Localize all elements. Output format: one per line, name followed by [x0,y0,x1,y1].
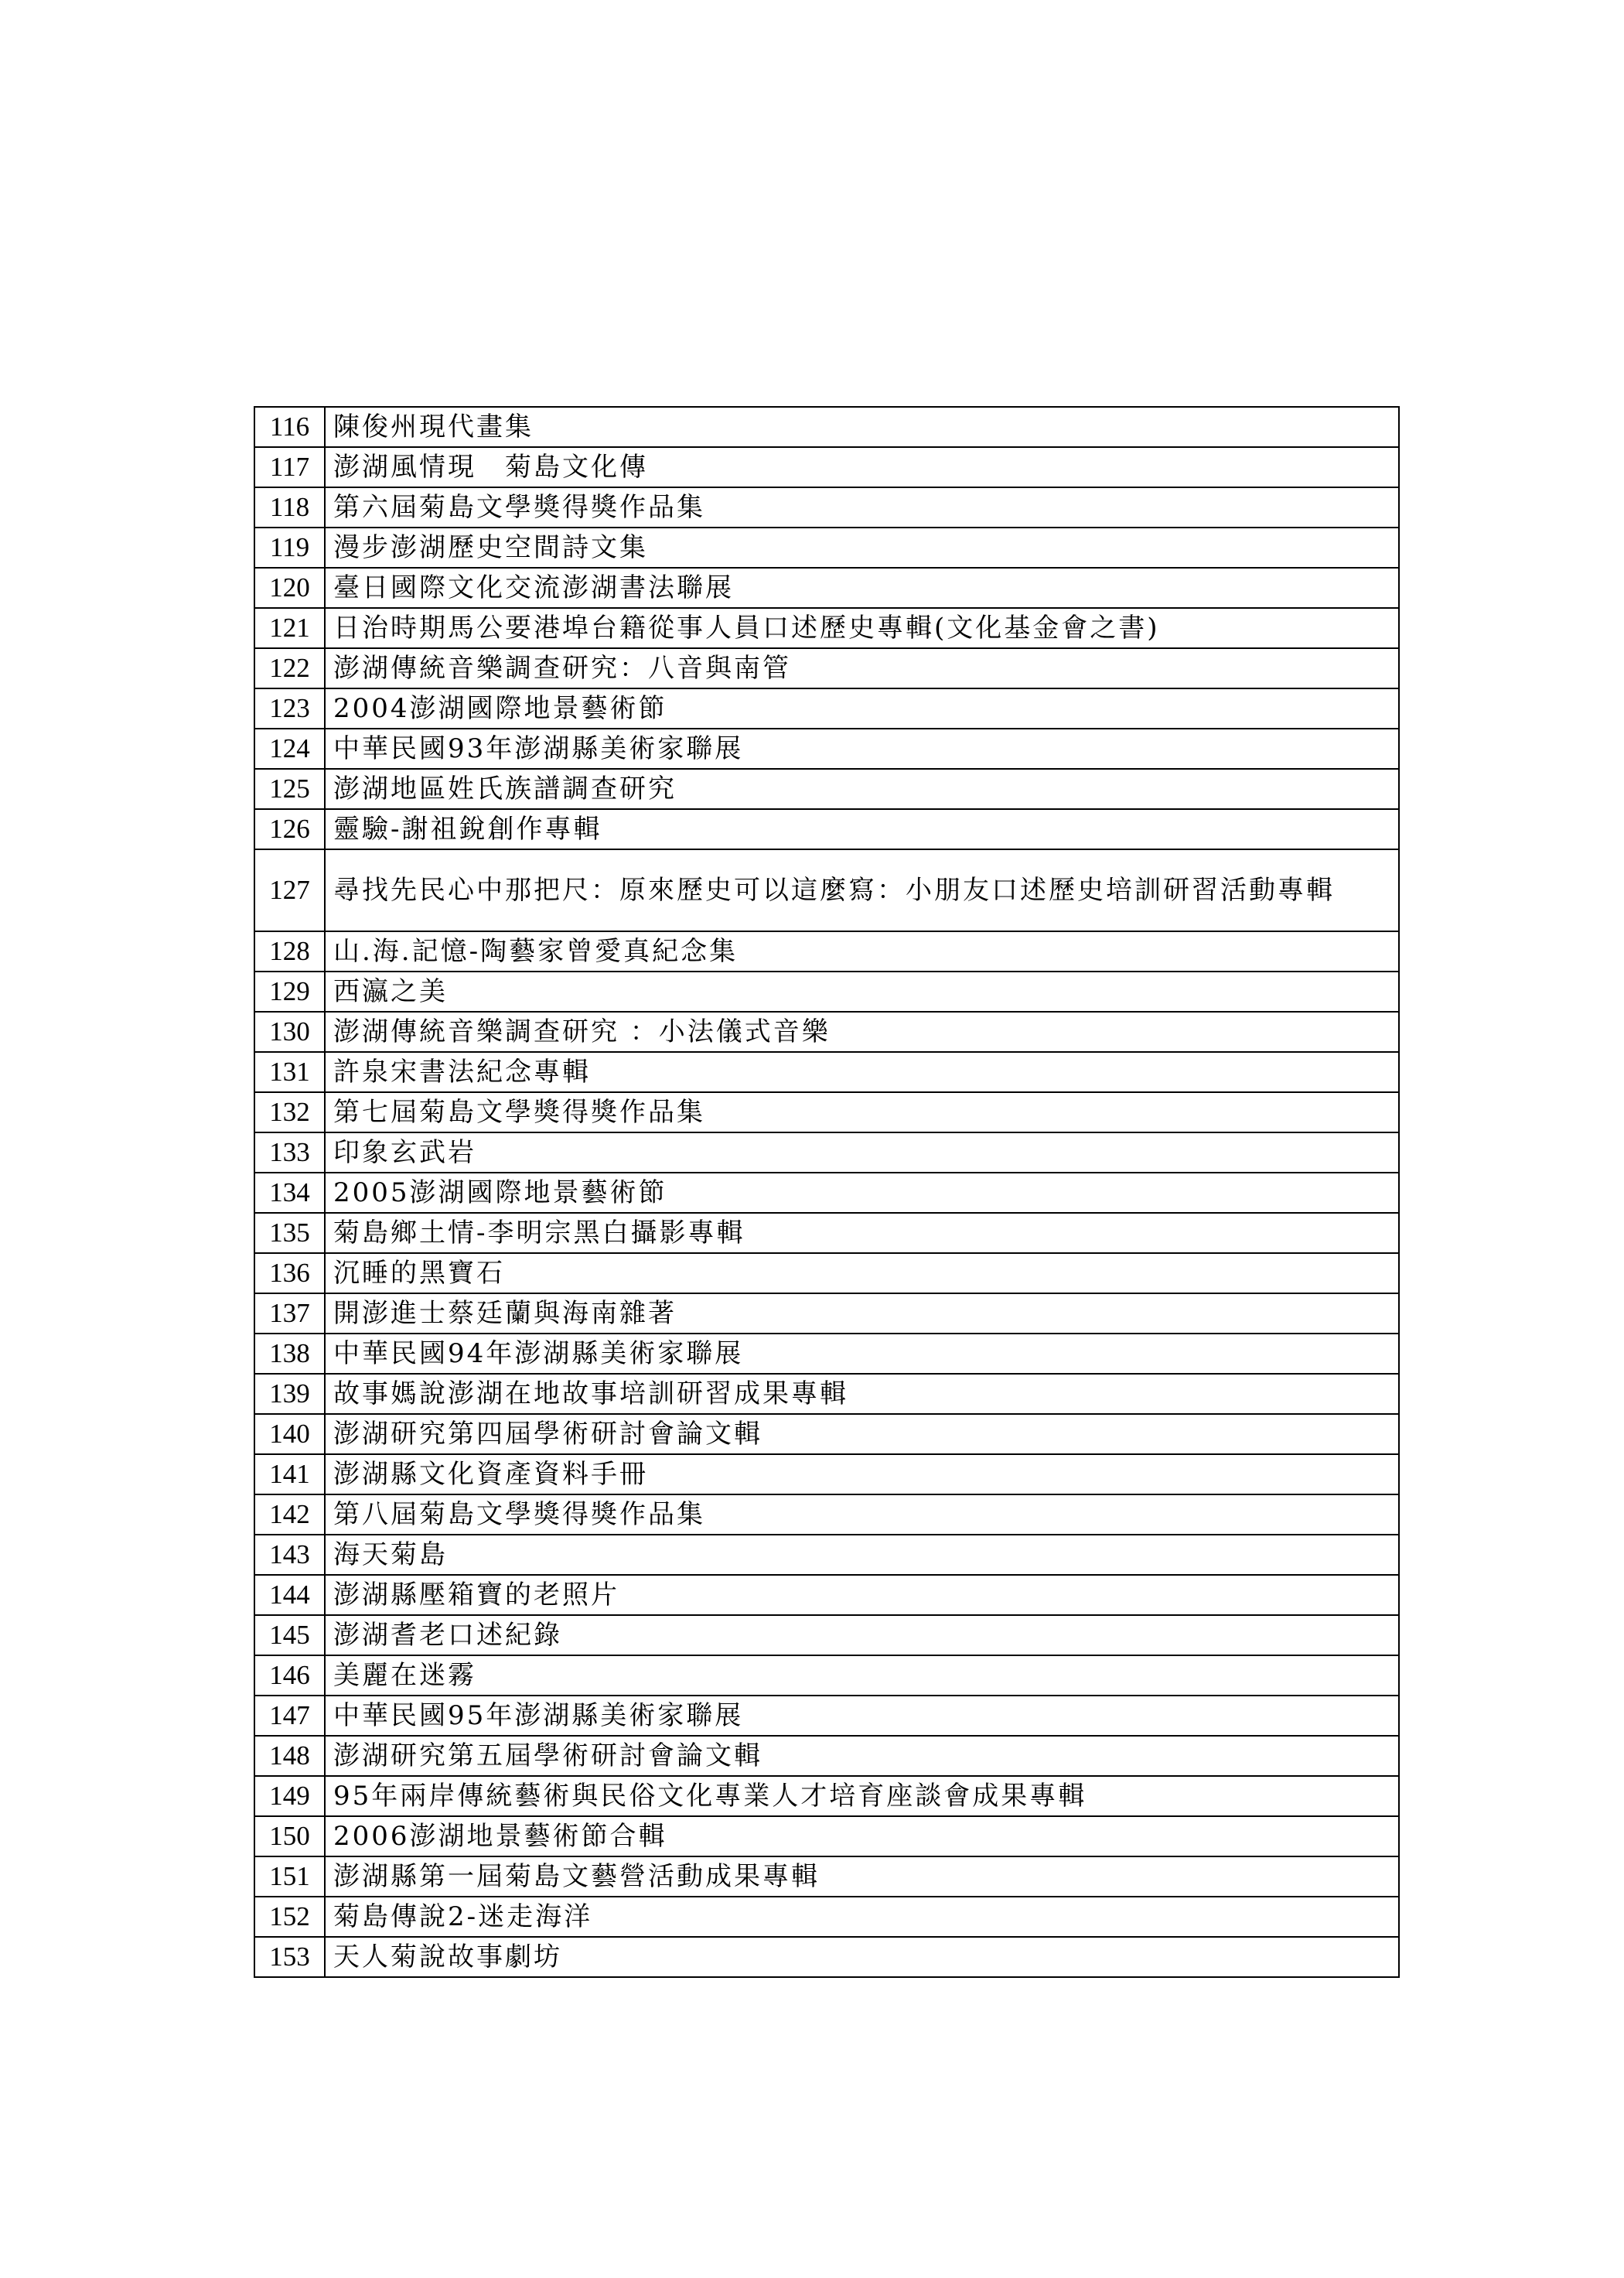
publication-title: 印象玄武岩 [325,1132,1399,1173]
row-number: 147 [254,1696,325,1736]
publication-title: 美麗在迷霧 [325,1655,1399,1696]
row-number: 123 [254,688,325,729]
table-row [254,1494,1399,1535]
table-row [254,1816,1399,1856]
row-number: 131 [254,1052,325,1092]
table-row [254,1213,1399,1253]
table-row [254,1173,1399,1213]
table-row [254,931,1399,972]
publication-title: 澎湖地區姓氏族譜調查研究 [325,769,1399,809]
row-number: 150 [254,1816,325,1856]
publication-title: 日治時期馬公要港埠台籍從事人員口述歷史專輯(文化基金會之書) [325,608,1399,648]
table-row [254,487,1399,528]
table-row [254,809,1399,849]
row-number: 121 [254,608,325,648]
row-number: 125 [254,769,325,809]
table-row [254,407,1399,447]
table-row [254,1575,1399,1615]
publication-table [254,406,1400,1978]
table-row [254,1937,1399,1977]
publication-title: 澎湖耆老口述紀錄 [325,1615,1399,1655]
row-number: 119 [254,528,325,568]
row-number: 134 [254,1173,325,1213]
publication-title: 陳俊州現代畫集 [325,407,1399,447]
publication-title: 許泉宋書法紀念專輯 [325,1052,1399,1092]
publication-title: 2005澎湖國際地景藝術節 [325,1173,1399,1213]
row-number: 137 [254,1293,325,1334]
table-row [254,729,1399,769]
publication-title: 故事媽說澎湖在地故事培訓研習成果專輯 [325,1374,1399,1414]
row-number: 143 [254,1535,325,1575]
table-row [254,1414,1399,1454]
publication-title: 澎湖研究第四屆學術研討會論文輯 [325,1414,1399,1454]
table-row [254,568,1399,608]
row-number: 144 [254,1575,325,1615]
publication-title: 臺日國際文化交流澎湖書法聯展 [325,568,1399,608]
publication-title: 靈驗-謝祖銳創作專輯 [325,809,1399,849]
table-row [254,1012,1399,1052]
row-number: 145 [254,1615,325,1655]
row-number: 135 [254,1213,325,1253]
table-row [254,1052,1399,1092]
row-number: 116 [254,407,325,447]
row-number: 120 [254,568,325,608]
publication-title: 沉睡的黑寶石 [325,1253,1399,1293]
publication-title: 澎湖研究第五屆學術研討會論文輯 [325,1736,1399,1776]
publication-title: 澎湖風情現 菊島文化傳 [325,447,1399,487]
table-row [254,849,1399,931]
publication-title: 中華民國95年澎湖縣美術家聯展 [325,1696,1399,1736]
publication-table-body [254,407,1399,1977]
publication-title: 第六屆菊島文學獎得獎作品集 [325,487,1399,528]
publication-title: 澎湖縣文化資產資料手冊 [325,1454,1399,1494]
table-row [254,528,1399,568]
row-number: 117 [254,447,325,487]
publication-title: 尋找先民心中那把尺：原來歷史可以這麼寫：小朋友口述歷史培訓研習活動專輯 [325,849,1399,931]
table-row [254,1897,1399,1937]
row-number: 136 [254,1253,325,1293]
table-row [254,1856,1399,1897]
row-number: 126 [254,809,325,849]
publication-title: 澎湖傳統音樂調查研究：八音與南管 [325,648,1399,688]
table-row [254,1615,1399,1655]
table-row [254,1776,1399,1816]
publication-title: 95年兩岸傳統藝術與民俗文化專業人才培育座談會成果專輯 [325,1776,1399,1816]
row-number: 142 [254,1494,325,1535]
table-row [254,972,1399,1012]
row-number: 148 [254,1736,325,1776]
publication-title: 漫步澎湖歷史空間詩文集 [325,528,1399,568]
table-row [254,1454,1399,1494]
row-number: 141 [254,1454,325,1494]
table-row [254,447,1399,487]
row-number: 151 [254,1856,325,1897]
publication-list-page [254,406,1398,1978]
table-row [254,1132,1399,1173]
row-number: 149 [254,1776,325,1816]
publication-title: 西瀛之美 [325,972,1399,1012]
row-number: 139 [254,1374,325,1414]
publication-title: 澎湖縣壓箱寶的老照片 [325,1575,1399,1615]
table-row [254,1253,1399,1293]
publication-title: 中華民國93年澎湖縣美術家聯展 [325,729,1399,769]
row-number: 118 [254,487,325,528]
table-row [254,1293,1399,1334]
row-number: 129 [254,972,325,1012]
publication-title: 第七屆菊島文學獎得獎作品集 [325,1092,1399,1132]
publication-title: 開澎進士蔡廷蘭與海南雜著 [325,1293,1399,1334]
publication-title: 2006澎湖地景藝術節合輯 [325,1816,1399,1856]
table-row [254,769,1399,809]
row-number: 140 [254,1414,325,1454]
publication-title: 天人菊說故事劇坊 [325,1937,1399,1977]
table-row [254,688,1399,729]
table-row [254,1092,1399,1132]
table-row [254,1535,1399,1575]
row-number: 146 [254,1655,325,1696]
table-row [254,1334,1399,1374]
row-number: 124 [254,729,325,769]
row-number: 133 [254,1132,325,1173]
table-row [254,1736,1399,1776]
publication-title: 澎湖傳統音樂調查研究 ：小法儀式音樂 [325,1012,1399,1052]
table-row [254,1374,1399,1414]
publication-title: 第八屆菊島文學獎得獎作品集 [325,1494,1399,1535]
publication-title: 澎湖縣第一屆菊島文藝營活動成果專輯 [325,1856,1399,1897]
table-row [254,648,1399,688]
publication-title: 2004澎湖國際地景藝術節 [325,688,1399,729]
table-row [254,1696,1399,1736]
publication-title: 海天菊島 [325,1535,1399,1575]
row-number: 152 [254,1897,325,1937]
table-row [254,1655,1399,1696]
row-number: 153 [254,1937,325,1977]
publication-title: 山.海.記憶-陶藝家曾愛真紀念集 [325,931,1399,972]
row-number: 138 [254,1334,325,1374]
table-row [254,608,1399,648]
row-number: 127 [254,849,325,931]
publication-title: 菊島鄉土情-李明宗黑白攝影專輯 [325,1213,1399,1253]
publication-title: 中華民國94年澎湖縣美術家聯展 [325,1334,1399,1374]
row-number: 132 [254,1092,325,1132]
row-number: 122 [254,648,325,688]
row-number: 128 [254,931,325,972]
publication-title: 菊島傳說2-迷走海洋 [325,1897,1399,1937]
row-number: 130 [254,1012,325,1052]
